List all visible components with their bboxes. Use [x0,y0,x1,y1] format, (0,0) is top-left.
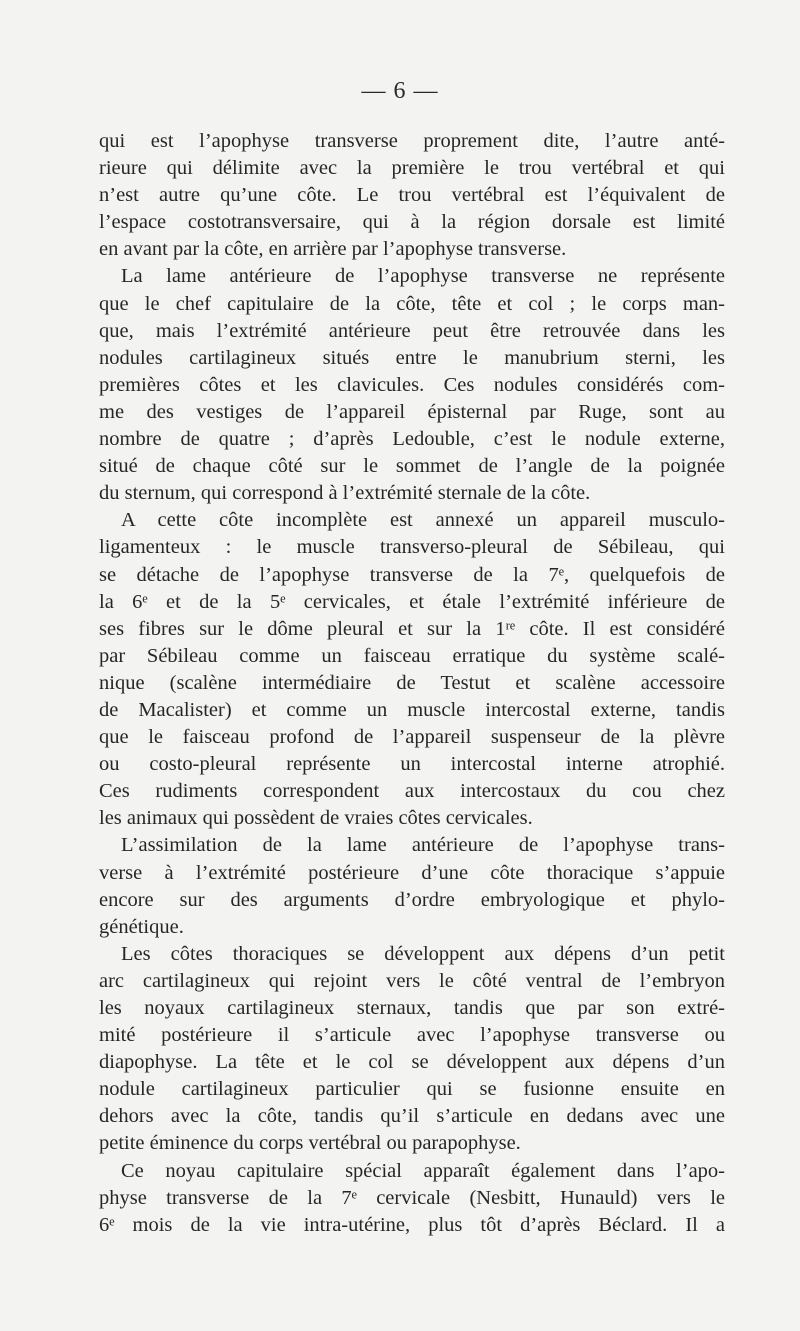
text-line: La lame antérieure de l’apophyse transverse ne représente [121,265,725,288]
text-line: que, mais l’extrémité antérieure peut être retrouvée dans les [99,319,725,342]
text-line: rieure qui délimite avec la première le trou vertébral et qui [99,157,725,180]
text-line: les animaux qui possèdent de vraies côtes cervicales. [99,807,533,830]
body-text [99,128,725,1239]
text-line: L’assimilation de la lame antérieure de l’apophyse trans- [121,834,725,857]
text-line: situé de chaque côté sur le sommet de l’angle de la poignée [99,455,725,478]
text-line: diapophyse. La tête et le col se développent aux dépens d’un [99,1051,725,1074]
text-line: du sternum, qui correspond à l’extrémité sternale de la côte. [99,482,591,505]
text-line: nombre de quatre ; d’après Ledouble, c’est le nodule externe, [99,428,725,451]
text-line: la 6ᵉ et de la 5ᵉ cervicales, et étale l’extrémité inférieure de [99,590,725,613]
text-line: physe transverse de la 7ᵉ cervicale (Nesbitt, Hunauld) vers le [99,1186,725,1209]
text-line: 6ᵉ mois de la vie intra-utérine, plus tôt d’après Béclard. Il a [99,1213,725,1236]
text-line: que le chef capitulaire de la côte, tête et col ; le corps man- [99,292,725,315]
text-line: premières côtes et les clavicules. Ces nodules considérés com- [99,373,725,396]
text-line: génétique. [99,915,184,938]
text-line: se détache de l’apophyse transverse de la 7ᵉ, quelquefois de [99,563,725,586]
text-line: Ces rudiments correspondent aux intercostaux du cou chez [99,780,725,803]
text-line: me des vestiges de l’appareil épisternal par Ruge, sont au [99,400,725,423]
text-line: nodule cartilagineux particulier qui se fusionne ensuite en [99,1078,725,1101]
text-line: n’est autre qu’une côte. Le trou vertébral est l’équivalent de [99,184,725,207]
text-line: A cette côte incomplète est annexé un appareil musculo- [121,509,725,532]
text-line: par Sébileau comme un faisceau erratique du système scalé- [99,644,725,667]
text-line: mité postérieure il s’articule avec l’apophyse transverse ou [99,1024,725,1047]
text-line: ses fibres sur le dôme pleural et sur la 1ʳᵉ côte. Il est considéré [99,617,725,640]
text-line: nodules cartilagineux situés entre le manubrium sterni, les [99,346,725,369]
text-line: en avant par la côte, en arrière par l’apophyse transverse. [99,238,567,261]
text-line: petite éminence du corps vertébral ou parapophyse. [99,1132,521,1155]
text-line: de Macalister) et comme un muscle intercostal externe, tandis [99,698,725,721]
text-line: Les côtes thoraciques se développent aux dépens d’un petit [121,942,725,965]
text-line: verse à l’extrémité postérieure d’une côte thoracique s’appuie [99,861,725,884]
text-line: que le faisceau profond de l’appareil suspenseur de la plèvre [99,726,725,749]
text-line: qui est l’apophyse transverse proprement dite, l’autre anté- [99,130,725,152]
text-line: ou costo-pleural représente un intercostal interne atrophié. [99,753,725,776]
text-line: l’espace costotransversaire, qui à la région dorsale est limité [99,211,725,234]
text-line: arc cartilagineux qui rejoint vers le côté ventral de l’embryon [99,969,725,992]
text-line: dehors avec la côte, tandis qu’il s’articule en dedans avec une [99,1105,725,1128]
text-line: encore sur des arguments d’ordre embryologique et phylo- [99,888,725,911]
page-number: — 6 — [361,78,439,104]
text-line: Ce noyau capitulaire spécial apparaît également dans l’apo- [121,1159,725,1182]
text-line: ligamenteux : le muscle transverso-pleural de Sébileau, qui [99,536,725,559]
text-line: les noyaux cartilagineux sternaux, tandis que par son extré- [99,997,725,1019]
text-line: nique (scalène intermédiaire de Testut et scalène accessoire [99,671,725,694]
